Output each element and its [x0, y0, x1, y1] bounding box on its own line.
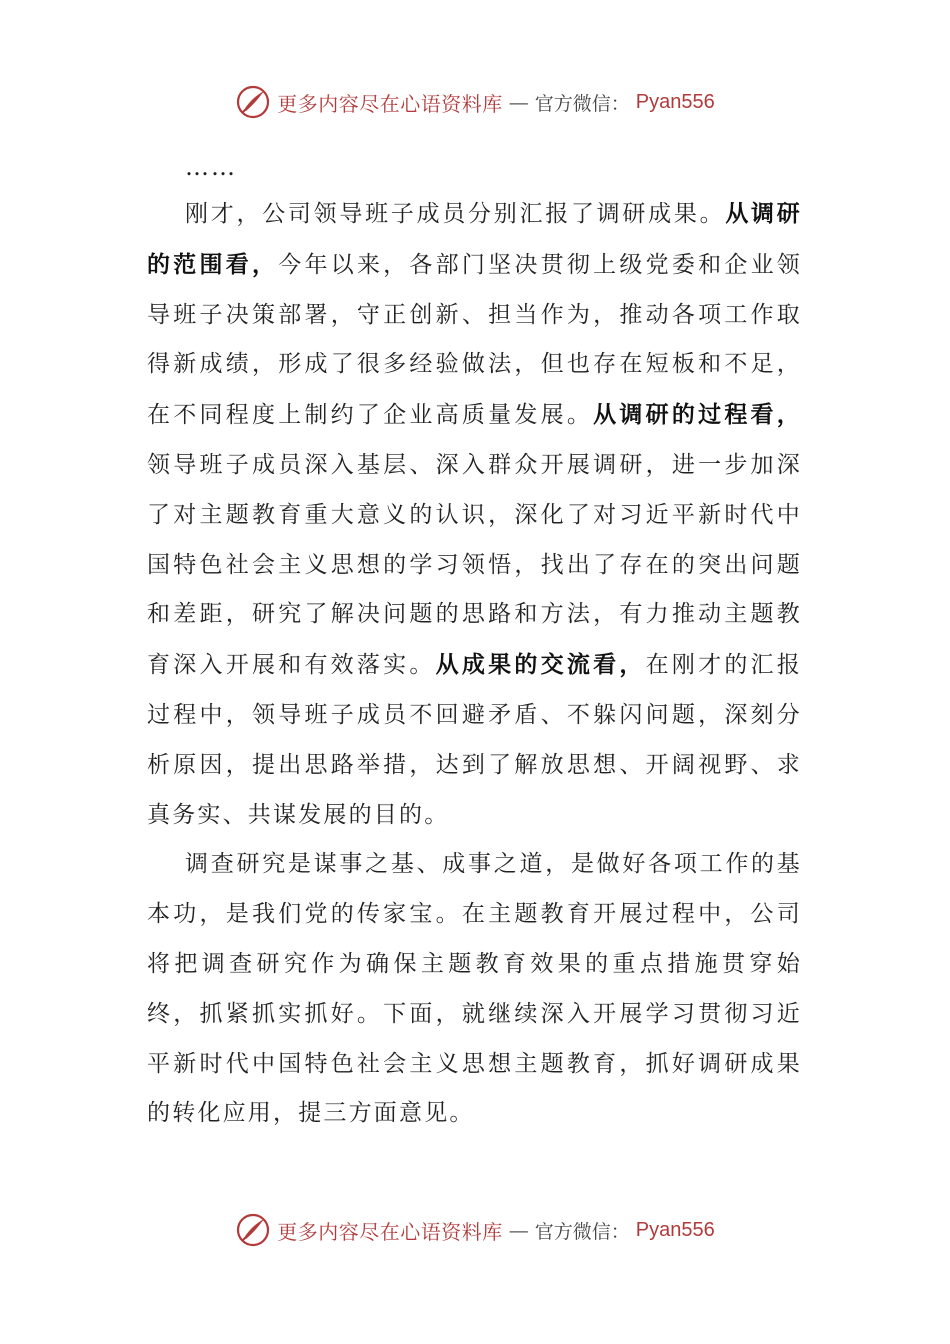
quill-logo-icon [235, 84, 271, 120]
watermark-brand-text: 更多内容尽在心语资料库 [277, 91, 503, 116]
ellipsis-line: …… [185, 153, 237, 181]
paragraph [147, 840, 802, 1139]
watermark-wechat-id: Pyan556 [635, 90, 715, 113]
watermark-separator: — [508, 1218, 529, 1242]
paragraph-text: 刚才，公司领导班子成员分别汇报了调研成果。 [185, 201, 726, 227]
paragraph-text: 在刚才的汇报过程中，领导班子成员不回避矛盾、不躲闪问题，深刻分析原因，提出思路举措，达到了解放思想、开阔视野、求真务实、共谋发展的目的。 [147, 652, 802, 828]
bold-heading-phrase: 从调研的范围看， [147, 200, 802, 278]
paragraph-text: 领导班子成员深入基层、深入群众开展调研，进一步加深了对主题教育重大意义的认识，深化了对习近平新时代中国特色社会主义思想的学习领悟，找出了存在的突出问题和差距，研究了解决问题的思路和方法，有力推动主题教育深入开展和有效落实。 [147, 451, 802, 679]
bold-heading-phrase: 从成果的交流看， [435, 651, 646, 679]
watermark-separator: — [508, 90, 529, 114]
paragraph-text: 调查研究是谋事之基、成事之道，是做好各项工作的基本功，是我们党的传家宝。在主题教育开展过程中，公司将把调查研究作为确保主题教育效果的重点措施贯穿始终，抓紧抓实抓好。下面，就继续深入开展学习贯彻习近平新时代中国特色社会主义思想主题教育，抓好调研成果的转化应用，提三方面意见。 [147, 851, 802, 1127]
paragraph [147, 189, 802, 840]
bold-heading-phrase: 从调研的过程看， [593, 401, 802, 429]
paragraph-text: 今年以来，各部门坚决贯彻上级党委和企业领导班子决策部署，守正创新、担当作为，推动各项工作取得新成绩，形成了很多经验做法，但也存在短板和不足，在不同程度上制约了企业高质量发展。 [147, 251, 803, 429]
paragraph-list [147, 189, 802, 1139]
quill-logo-icon [235, 1212, 271, 1248]
header-watermark [0, 82, 950, 122]
watermark-wechat-label: 官方微信： [534, 92, 630, 115]
footer-watermark [0, 1210, 950, 1250]
document-body [147, 145, 802, 1139]
watermark-wechat-id: Pyan556 [635, 1218, 715, 1241]
watermark-wechat-label: 官方微信： [534, 1220, 630, 1243]
watermark-brand-text: 更多内容尽在心语资料库 [277, 1219, 503, 1244]
